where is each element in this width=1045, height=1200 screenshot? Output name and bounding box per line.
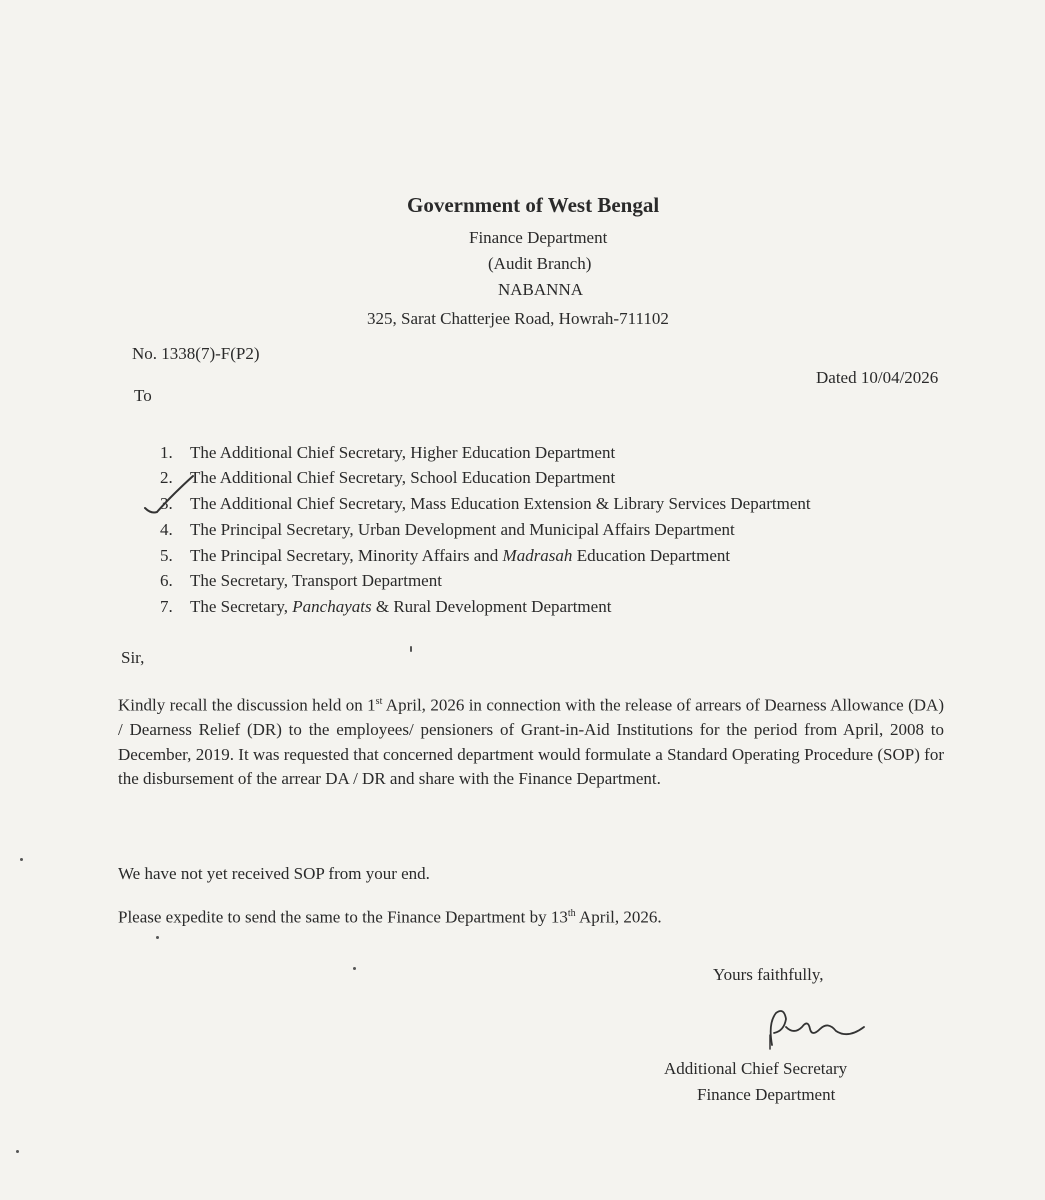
- recipient-text: The Principal Secretary, Urban Development and Municipal Affairs Department: [190, 520, 735, 539]
- ordinal-suffix: th: [567, 908, 576, 919]
- recipient-number: 2.: [160, 468, 173, 487]
- scan-speck: [410, 646, 412, 652]
- recipient-text: & Rural Development Department: [371, 597, 612, 616]
- scan-speck: [16, 1150, 19, 1153]
- letterhead-address: 325, Sarat Chatterjee Road, Howrah-711102: [367, 309, 669, 328]
- letterhead-government: Government of West Bengal: [407, 193, 660, 217]
- salutation: Sir,: [121, 648, 145, 667]
- recipient-number: 5.: [160, 546, 173, 565]
- recipient-item: [160, 494, 811, 514]
- recipient-item: [160, 571, 442, 591]
- signatory-designation: Additional Chief Secretary: [664, 1059, 848, 1078]
- recipient-item: [160, 546, 730, 566]
- recipient-text-italic: Madrasah: [502, 546, 573, 565]
- recipient-item: [160, 443, 615, 463]
- recipient-number: 3.: [160, 494, 173, 513]
- recipient-item: [160, 597, 611, 617]
- recipient-text: The Secretary, Transport Department: [190, 571, 442, 590]
- recipient-text-italic: Panchayats: [292, 597, 372, 616]
- body-paragraph: [118, 690, 944, 792]
- body-text: April, 2026 in connection with the release of arrears of Dearness Allowance (DA) / Dearness Relief (DR) to the employees/ pensioners of Grant-in-Aid Institutions for the period from April, 2008 to December, 2019. It was requested that concerned department would formulate a Standard Operating Procedure (SOP) for the disbursement of the arrear DA / DR and share with the Finance Department.: [118, 695, 944, 789]
- body-text: Kindly recall the discussion held on 1: [118, 695, 376, 715]
- letterhead-building: NABANNA: [498, 280, 583, 299]
- letterhead-branch: (Audit Branch): [488, 254, 592, 273]
- letter-date: Dated 10/04/2026: [816, 368, 939, 387]
- ordinal-suffix: st: [375, 696, 383, 707]
- to-label: To: [134, 386, 152, 405]
- recipient-text: The Secretary,: [190, 597, 293, 616]
- body-text: April, 2026.: [575, 907, 662, 927]
- recipient-item: [160, 468, 615, 488]
- recipient-text: The Additional Chief Secretary, Higher Education Department: [190, 443, 616, 462]
- scan-speck: [353, 967, 356, 970]
- recipient-text: The Principal Secretary, Minority Affairs and: [190, 546, 503, 565]
- body-text: Please expedite to send the same to the Finance Department by 13: [118, 907, 568, 927]
- scan-speck: [156, 936, 159, 939]
- recipient-item: [160, 520, 735, 540]
- letter-number: No. 1338(7)-F(P2): [132, 344, 260, 363]
- signatory-department: Finance Department: [697, 1085, 836, 1104]
- recipient-text: The Additional Chief Secretary, School Education Department: [190, 468, 616, 487]
- signature: [764, 1005, 874, 1055]
- recipient-text: Education Department: [572, 546, 731, 565]
- letterhead-department: Finance Department: [469, 228, 608, 247]
- recipient-number: 4.: [160, 520, 173, 539]
- body-paragraph: [118, 902, 944, 930]
- recipient-number: 1.: [160, 443, 173, 462]
- recipient-text: The Additional Chief Secretary, Mass Education Extension & Library Services Department: [190, 494, 811, 513]
- valediction: Yours faithfully,: [713, 965, 824, 984]
- body-paragraph: We have not yet received SOP from your end.: [118, 864, 430, 883]
- handwritten-tick-mark: [143, 470, 203, 520]
- scan-speck: [20, 858, 23, 861]
- recipient-number: 6.: [160, 571, 173, 590]
- recipient-number: 7.: [160, 597, 173, 616]
